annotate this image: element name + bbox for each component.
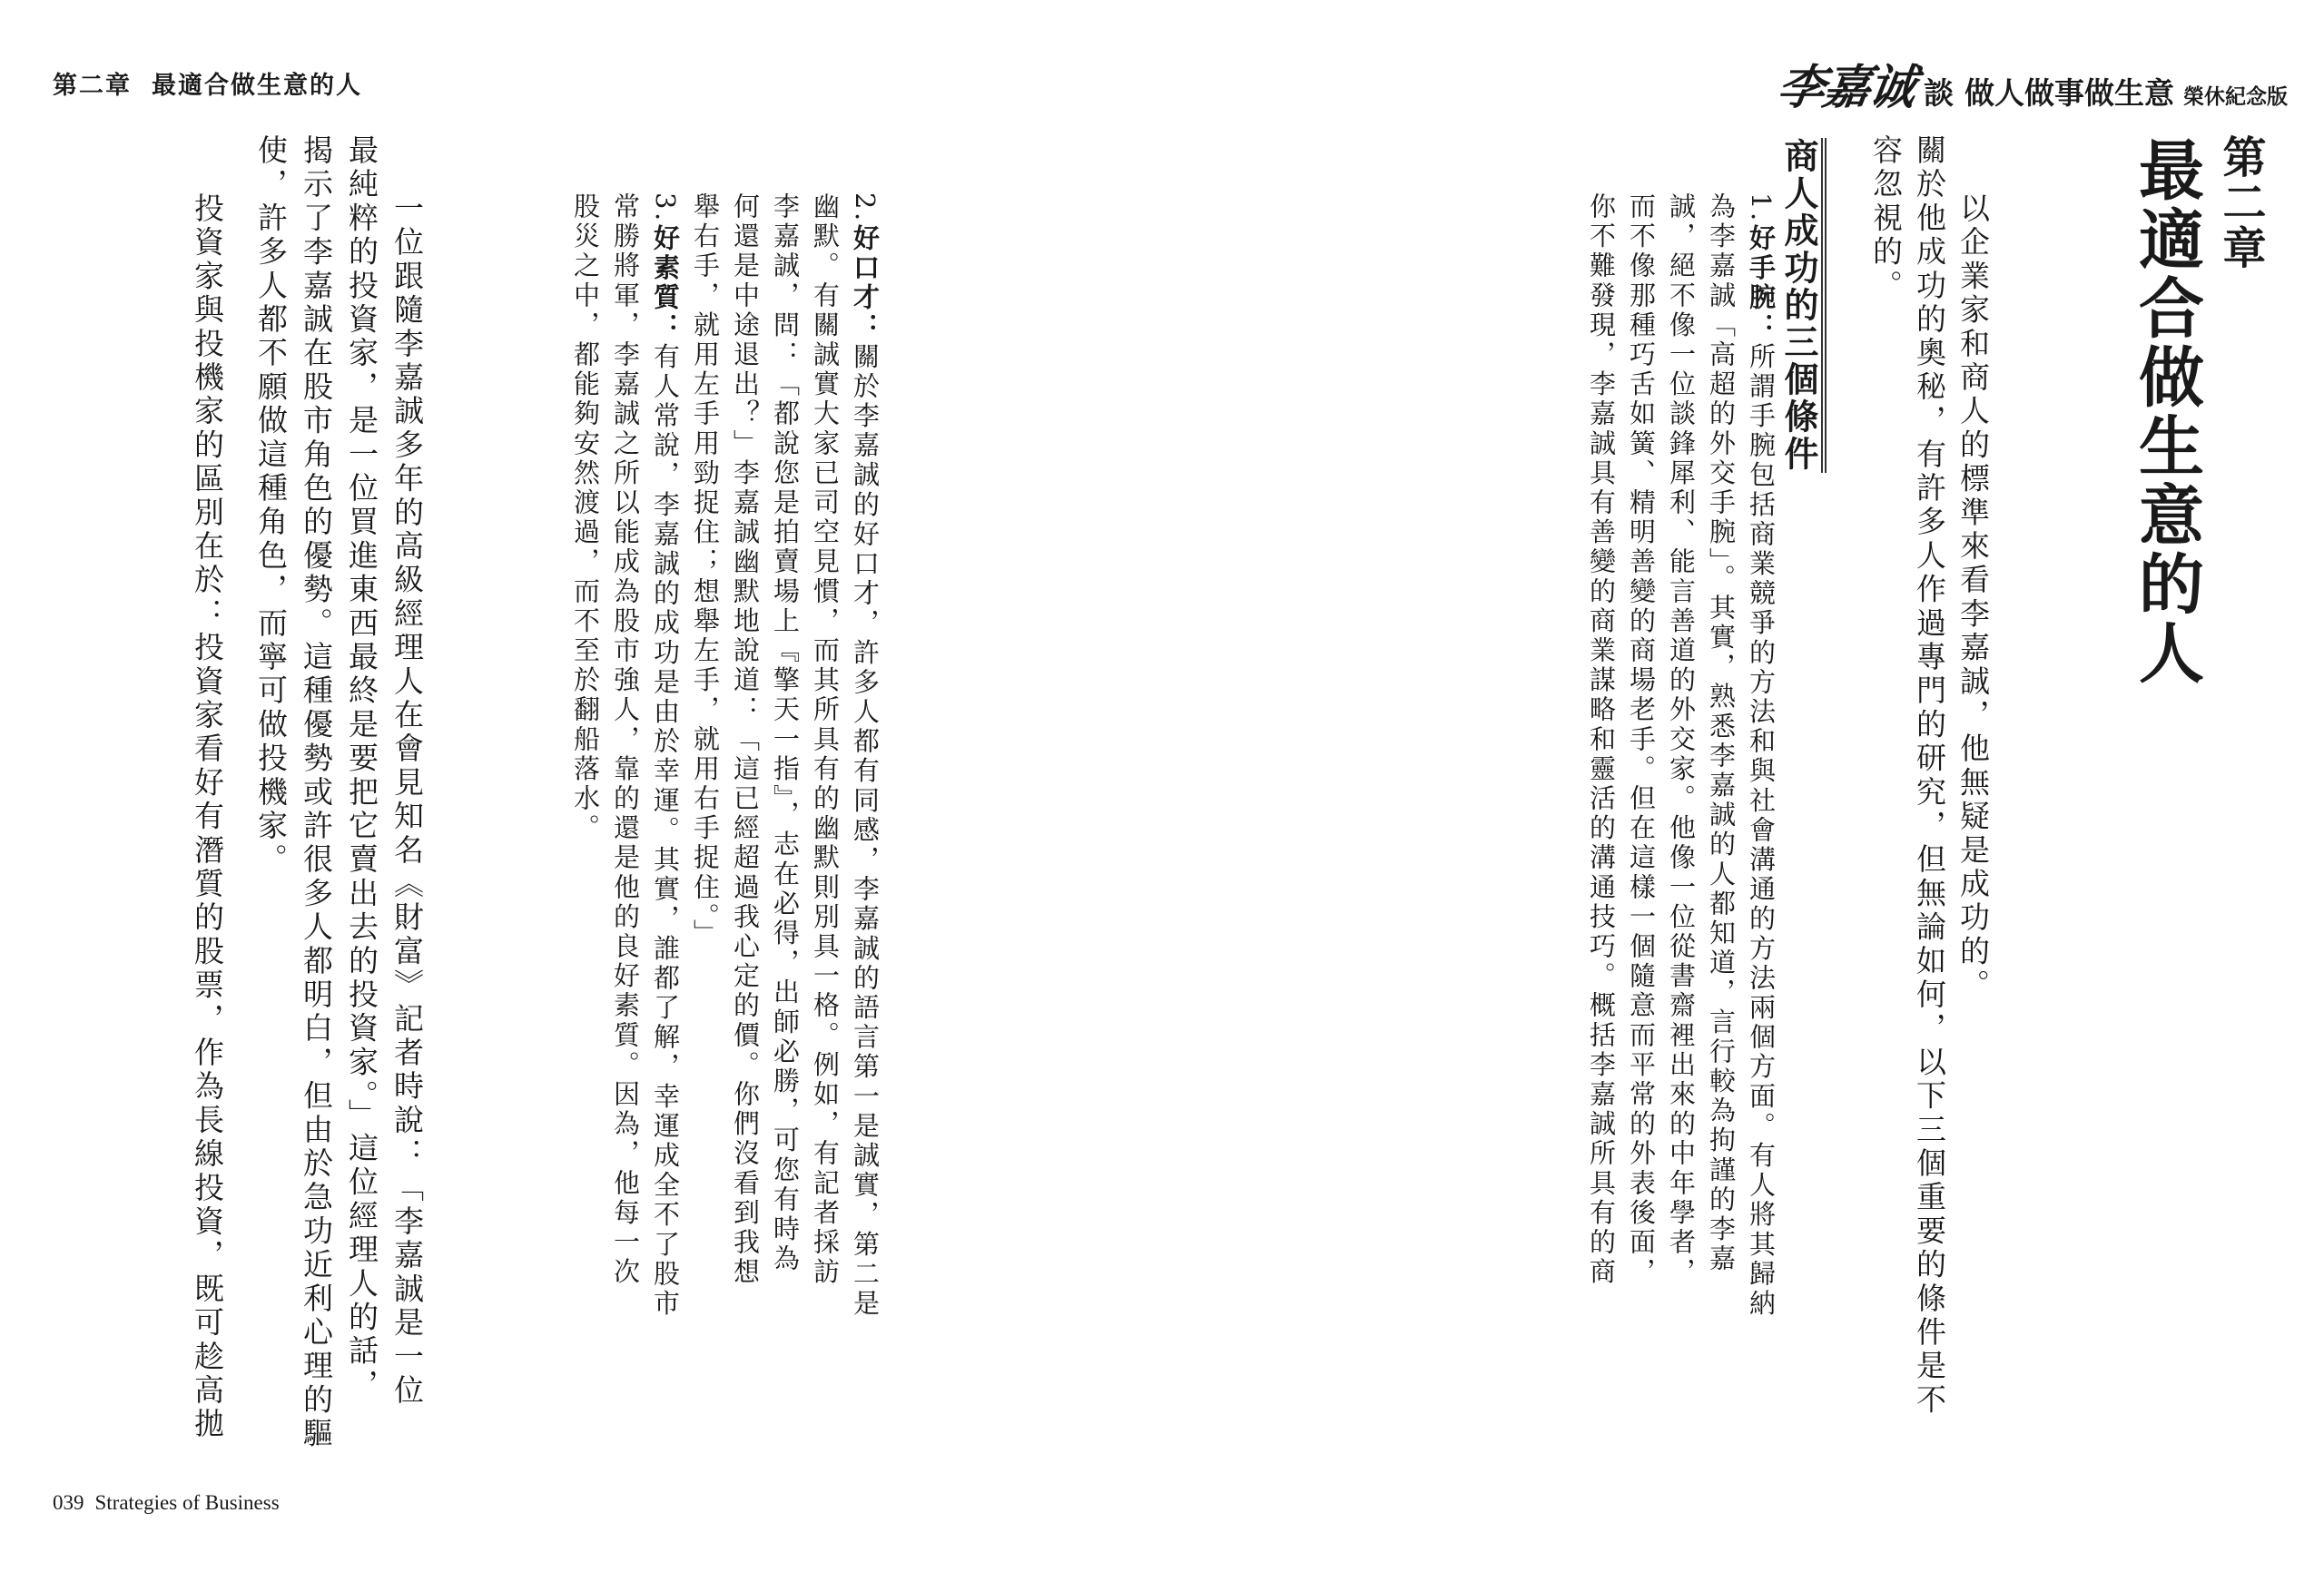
item2-col1 xyxy=(850,192,881,1320)
section-title: 商人成功的三個條件 xyxy=(1781,138,1827,473)
left-para-col2: 最純粹的投資家，是一位買進東西最終是要把它賣出去的投資家。」這位經理人的話， xyxy=(344,134,379,1403)
page-footer xyxy=(53,1491,280,1515)
running-title: Strategies of Business xyxy=(94,1491,280,1514)
item3-col1 xyxy=(650,192,681,1320)
item3-number: 3. xyxy=(650,192,681,224)
running-header-title: 最適合做生意的人 xyxy=(152,72,362,100)
item2-col5: 舉右手，就用左手用勁捉住；想舉左手，就用右手捉住。」 xyxy=(690,192,721,949)
left-para-col4: 使，許多人都不願做這種角色，而寧可做投機家。 xyxy=(253,134,289,878)
chapter-label: 第二章 xyxy=(2215,134,2266,270)
page-number: 039 xyxy=(53,1491,84,1514)
item2-col4: 何還是中途退出？」李嘉誠幽默地說道：「這已經超過我心定的價。你們沒看到我想 xyxy=(730,192,761,1288)
chapter-title: 最適合做生意的人 xyxy=(2128,136,2205,688)
intro-line-3: 容忽視的。 xyxy=(1868,134,1904,303)
item1-label: 好手腕： xyxy=(1746,223,1777,343)
item1-number: 1. xyxy=(1746,192,1777,224)
item1-col2: 為李嘉誠「高超的外交手腕」。其實，熟悉李嘉誠的人都知道，言行較為拘謹的李嘉 xyxy=(1706,192,1737,1274)
running-header-left xyxy=(53,65,362,101)
item2-col3: 李嘉誠，問：「都說您是拍賣場上『擎天一指』，志在必得，出師必勝，可您有時為 xyxy=(770,192,801,1274)
item2-col2: 幽默。有關誠實大家已司空見慣，而其所具有的幽默則別具一格。例如，有記者採訪 xyxy=(810,192,841,1288)
left-para-col5: 投資家與投機家的區別在於：投資家看好有潛質的股票，作為長線投資，既可趁高拋 xyxy=(190,192,225,1442)
item1-col1 xyxy=(1746,192,1777,1320)
item2-label: 好口才： xyxy=(850,223,881,343)
running-header-right xyxy=(1773,49,2288,117)
edition-label: 榮休紀念版 xyxy=(2183,84,2288,109)
item3-text-1: 有人常說，李嘉誠的成功是由於幸運。其實，誰都了解，幸運成全不了股市 xyxy=(650,342,681,1320)
item3-col3: 股災之中，都能夠安然渡過，而不至於翻船落水。 xyxy=(570,192,601,844)
author-logo: 李嘉诚 xyxy=(1773,60,1918,115)
left-para-col3: 揭示了李嘉誠在股市角色的優勢。這種優勢或許很多人都明白，但由於急功近利心理的驅 xyxy=(299,134,334,1451)
item1-col5: 你不難發現，李嘉誠具有善變的商業謀略和靈活的溝通技巧。概括李嘉誠所具有的商 xyxy=(1586,192,1617,1288)
item1-text-1: 所謂手腕包括商業競爭的方法和與社會溝通的方法兩個方面。有人將其歸納 xyxy=(1746,342,1777,1320)
book-title-part2: 做人做事做生意 xyxy=(1965,75,2174,111)
item3-label: 好素質： xyxy=(650,223,681,343)
item1-col4: 而不像那種巧舌如簧、精明善變的商場老手。但在這樣一個隨意而平常的外表後面， xyxy=(1626,192,1657,1288)
left-para-col1: 一位跟隨李嘉誠多年的高級經理人在會見知名《財富》記者時說：「李嘉誠是一位 xyxy=(389,192,425,1409)
item1-col3: 誠，絕不像一位談鋒犀利、能言善道的外交家。他像一位從書齋裡出來的中年學者， xyxy=(1666,192,1697,1288)
item2-number: 2. xyxy=(850,192,881,224)
item2-text-1: 關於李嘉誠的好口才，許多人都有同感，李嘉誠的語言第一是誠實，第二是 xyxy=(850,342,881,1320)
book-title-part1: 談 xyxy=(1924,75,1954,111)
intro-line-2: 關於他成功的奧秘，有許多人作過專門的研究，但無論如何，以下三個重要的條件是不 xyxy=(1912,134,1947,1418)
item3-col2: 常勝將軍，李嘉誠之所以能成為股市強人，靠的還是他的良好素質。因為，他每一次 xyxy=(610,192,641,1288)
running-header-chapter: 第二章 xyxy=(53,72,132,100)
intro-line-1: 以企業家和商人的標準來看李嘉誠，他無疑是成功的。 xyxy=(1955,192,1991,1003)
book-title xyxy=(1924,70,2174,113)
